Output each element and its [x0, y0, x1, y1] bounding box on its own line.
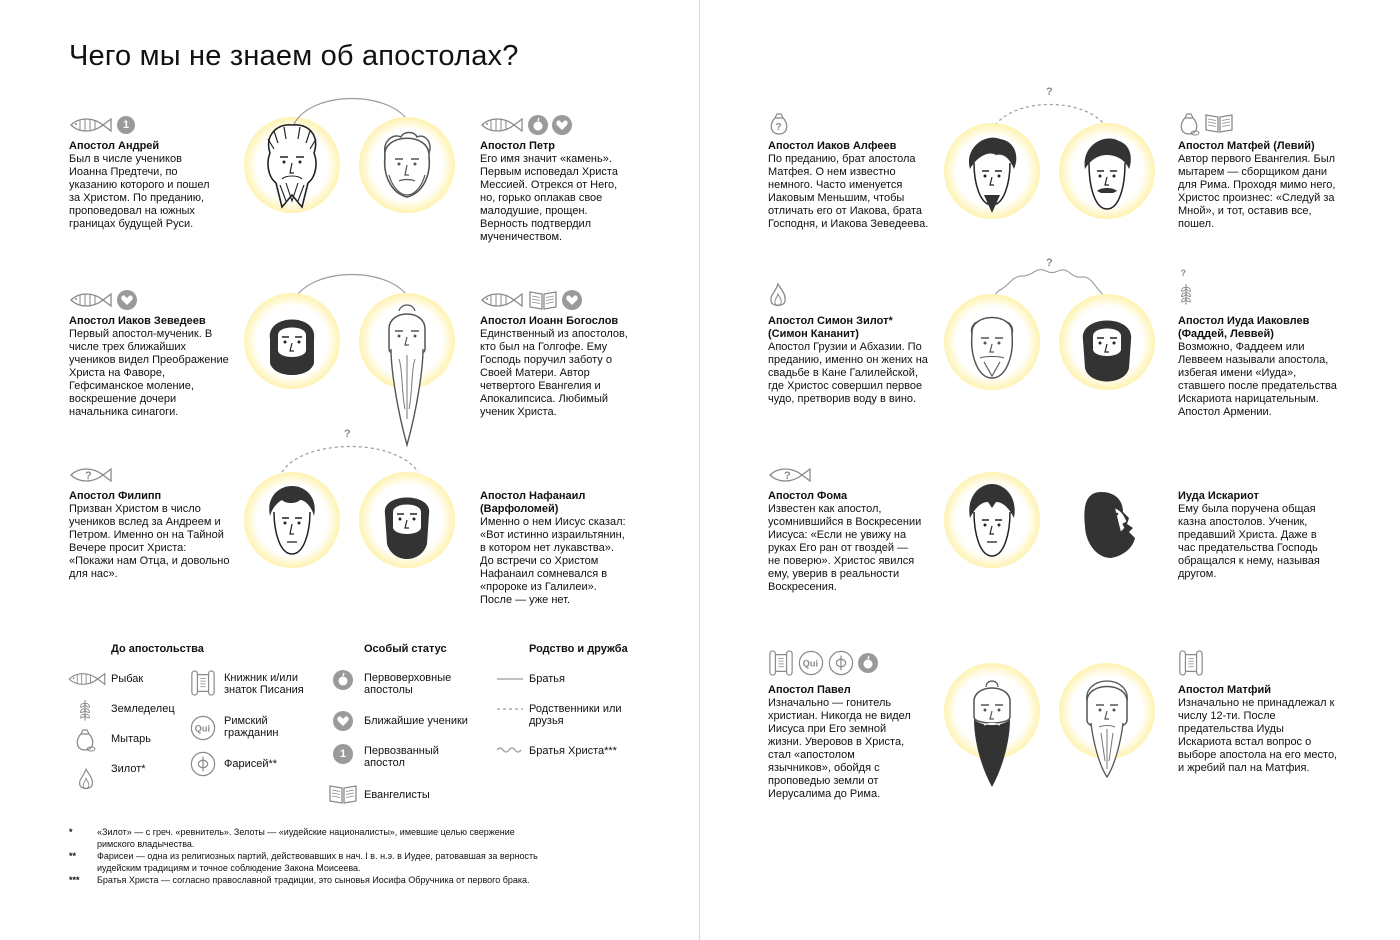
portrait-andrew — [244, 117, 340, 213]
evangelist-icon — [528, 289, 558, 311]
publican-unknown-icon — [768, 110, 790, 136]
apostle-description: Призван Христом в число учеников вслед за Андреем и Петром. Именно он на Тайной Вечере просит Христа: «Покажи нам Отца, и довольно для нас». — [69, 503, 230, 580]
apostle-name: Апостол Иаков Зеведеев — [69, 315, 206, 327]
first-called-icon: 1 — [333, 744, 353, 764]
roman-citizen-icon — [190, 715, 216, 741]
closest-disciple-icon — [562, 290, 582, 310]
apostle-nathanael — [480, 463, 630, 607]
footnote-mark: *** — [69, 875, 80, 885]
fisher-icon — [480, 291, 524, 309]
paul-face-icon — [956, 669, 1028, 789]
apostle-name: Апостол Иаков Алфеев — [768, 140, 897, 152]
supreme-apostle-icon — [528, 115, 548, 135]
apostle-description: Апостол Грузии и Абхазии. По преданию, именно он жених на свадьбе в Кане Галилейской, где Христос совершил первое чудо, претворив воду в вино. — [768, 341, 928, 405]
christ-brothers-line-icon — [497, 745, 523, 755]
fisher-unknown-icon — [69, 466, 113, 484]
apostle-name: Иуда Искариот — [1178, 490, 1259, 502]
farmer-icon — [77, 696, 93, 722]
apostle-name: Апостол Иуда Иаковлев (Фаддей, Леввей) — [1178, 315, 1310, 340]
matthew-face-icon — [1071, 129, 1143, 217]
legend-heading-status: Особый статус — [364, 643, 447, 655]
apostle-description: Автор первого Евангелия. Был мытарем — сборщиком дани для Рима. Проходя мимо него, Христос произнес: «Следуй за Мной», и тот, оставив все, пошел. — [1178, 153, 1336, 230]
footnote-text: Фарисеи — одна из религиозных партий, действовавших в нач. I в. н.э. в Иудее, ратовавшая за верность иудейским традициям и точное соблюдение Закона Моисеева. — [97, 851, 538, 873]
connector-question-mark: ? — [1046, 86, 1053, 98]
legend-zealot: Зилот* — [111, 763, 146, 775]
connector-question-mark: ? — [1046, 257, 1053, 269]
evangelist-icon — [1204, 112, 1234, 134]
apostle-description: Ему была поручена общая казна апостолов. Ученик, предавший Христа. Даже в час предательства Господь обращался к нему, называя другом. — [1178, 503, 1320, 580]
legend-brothers: Братья — [529, 673, 565, 685]
apostle-peter — [480, 113, 630, 244]
zealot-icon — [77, 766, 95, 794]
legend-pharisee: Фарисей** — [224, 758, 278, 770]
legend-roman: Римский гражданин — [224, 715, 279, 739]
farmer-icon — [1178, 280, 1194, 306]
apostle-matthias — [1178, 648, 1338, 775]
closest-disciple-icon — [333, 711, 353, 731]
fisher-icon — [480, 116, 524, 134]
apostle-philip — [69, 463, 234, 581]
closest-disciple-icon — [552, 115, 572, 135]
simon-face-icon — [956, 300, 1028, 388]
fisher-icon — [69, 291, 113, 309]
apostle-description: Изначально не принадлежал к числу 12-ти. После предательства Иуды Искариота встал вопрос о выборе апостола на его место, и жребий пал на Матфия. — [1178, 697, 1338, 774]
james-alphaeus-face-icon — [956, 129, 1028, 217]
portrait-john — [359, 293, 455, 389]
page-divider — [699, 0, 700, 940]
legend-supreme: Первоверховные апостолы — [364, 672, 452, 696]
legend-evangelists: Евангелисты — [364, 789, 430, 801]
supreme-apostle-icon — [333, 670, 353, 690]
portrait-simon — [944, 294, 1040, 390]
legend-first: Первозванный апостол — [364, 745, 439, 769]
apostle-name: Апостол Петр — [480, 140, 555, 152]
apostle-description: Единственный из апостолов, кто был на Голгофе. Ему Господь поручил заботу о Своей Матери. Автор четвертого Евангелия и Апокалипсиса. Любимый ученик Христа. — [480, 328, 628, 418]
apostle-name: Апостол Филипп — [69, 490, 162, 502]
portrait-judas — [1059, 472, 1155, 568]
judas-profile-icon — [1071, 478, 1143, 566]
legend-heading-kinship: Родство и дружба — [529, 643, 628, 655]
apostle-andrew — [69, 113, 219, 231]
legend-christ-brothers: Братья Христа*** — [529, 745, 617, 757]
footnote-mark: ** — [69, 851, 77, 861]
apostle-john — [480, 288, 640, 419]
portrait-peter — [359, 117, 455, 213]
fisher-unknown-icon — [768, 466, 812, 484]
first-called-icon: 1 — [117, 116, 135, 134]
legend-fisher: Рыбак — [111, 673, 144, 685]
footnotes — [69, 826, 539, 886]
apostle-name: Апостол Нафанаил (Варфоломей) — [480, 490, 586, 515]
apostle-description: Первый апостол-мученик. В числе трех ближайших учеников видел Преображение Христа на Фаворе, Гефсиманское моление, воскрешение дочери начальника синагоги. — [69, 328, 229, 418]
scribe-icon — [1178, 649, 1204, 677]
apostle-james-zebedee — [69, 288, 229, 419]
legend-scribe: Книжник и/или знаток Писания — [224, 672, 304, 696]
apostle-name: Апостол Симон Зилот* (Симон Кананит) — [768, 315, 893, 340]
brothers-line-icon — [497, 676, 523, 682]
apostle-description: Изначально — гонитель христиан. Никогда не видел Иисуса при Его земной жизни. Уверовов в Христа, стал «апостолом язычников», обойдя с проповедью земли от Иерусалима до Рима. — [768, 697, 911, 800]
apostle-description: Именно о нем Иисус сказал: «Вот истинно израильтянин, в котором нет лукавства». До встречи со Христом Нафанаил сомневался в «пророке из Галилеи». После — уже нет. — [480, 516, 626, 606]
zealot-icon — [768, 282, 788, 310]
question-icon — [1178, 266, 1190, 280]
fisher-icon — [67, 671, 107, 687]
legend-relatives: Родственники или друзья — [529, 703, 622, 727]
footnote — [69, 850, 539, 874]
apostle-james-alphaeus — [768, 109, 933, 231]
jude-face-icon — [1071, 300, 1143, 388]
apostle-matthew — [1178, 109, 1343, 231]
footnote — [69, 826, 539, 850]
portrait-nathanael — [359, 472, 455, 568]
andrew-face-icon — [256, 123, 328, 211]
apostle-name: Апостол Матфий — [1178, 684, 1271, 696]
portrait-thomas — [944, 472, 1040, 568]
closest-disciple-icon — [117, 290, 137, 310]
apostle-name: Апостол Андрей — [69, 140, 160, 152]
roman-citizen-icon — [798, 650, 824, 676]
apostle-simon — [768, 280, 933, 406]
portrait-james-zebedee — [244, 293, 340, 389]
apostle-name: Апостол Матфей (Левий) — [1178, 140, 1315, 152]
pharisee-icon — [190, 751, 216, 777]
legend-closest: Ближайшие ученики — [364, 715, 468, 727]
apostle-description: Был в числе учеников Иоанна Предтечи, по указанию которого и пошел за Христом. По преданию, проповедовал на южных границах будущей Руси. — [69, 153, 210, 230]
nathanael-face-icon — [371, 478, 443, 566]
legend-heading-before: До апостольства — [111, 643, 204, 655]
philip-face-icon — [256, 478, 328, 566]
apostle-name: Апостол Павел — [768, 684, 851, 696]
evangelist-icon — [328, 783, 358, 805]
apostle-name: Апостол Фома — [768, 490, 848, 502]
portrait-matthew — [1059, 123, 1155, 219]
john-face-icon — [371, 299, 443, 449]
thomas-face-icon — [956, 478, 1028, 566]
footnote-text: «Зилот» — с греч. «ревнитель». Зелоты — «иудейские националисты», имевшие целью свержение римского владычества. — [97, 827, 515, 849]
relatives-line-icon — [497, 706, 523, 712]
apostle-judas — [1178, 463, 1333, 581]
page-title: Чего мы не знаем об апостолах? — [69, 40, 519, 72]
footnote-text: Братья Христа — согласно православной традиции, это сыновья Иосифа Обручника от первого брака. — [97, 875, 530, 885]
supreme-apostle-icon — [858, 653, 878, 673]
legend-farmer: Земледелец — [111, 703, 175, 715]
portrait-jude — [1059, 294, 1155, 390]
james-zebedee-face-icon — [256, 299, 328, 387]
apostle-description: Возможно, Фаддеем или Леввеем называли апостола, избегая имени «Иуда», ставшего после предательства Искариота нарицательным. Апостол Армении. — [1178, 341, 1337, 418]
footnote — [69, 874, 539, 886]
legend-publican: Мытарь — [111, 733, 151, 745]
apostle-description: Известен как апостол, усомнившийся в Воскресении Иисуса: «Если не увижу на руках Его ран от гвоздей — не поверю». Христос явился ему, уверив в реальности Воскресения. — [768, 503, 922, 593]
portrait-james-alphaeus — [944, 123, 1040, 219]
portrait-paul — [944, 663, 1040, 759]
portrait-matthias — [1059, 663, 1155, 759]
apostle-description: По преданию, брат апостола Матфея. О нем известно немного. Часто именуется Иаковым Меньшим, чтобы отличать его от Иакова, брата Господня, и Иакова Зеведеева. — [768, 153, 929, 230]
matthias-face-icon — [1071, 669, 1143, 779]
pharisee-icon — [828, 650, 854, 676]
connector-question-mark: ? — [344, 428, 351, 440]
apostle-name: Апостол Иоанн Богослов — [480, 315, 619, 327]
scribe-icon — [190, 669, 216, 697]
apostle-description: Его имя значит «камень». Первым исповедал Христа Мессией. Отрекся от Него, но, горько оплакав свое малодушие, прощен. Верность подтвердил мученичеством. — [480, 153, 618, 243]
portrait-philip — [244, 472, 340, 568]
scribe-icon — [768, 649, 794, 677]
apostle-thomas — [768, 463, 923, 594]
peter-face-icon — [371, 123, 443, 211]
footnote-mark: * — [69, 827, 73, 837]
publican-icon — [1178, 110, 1200, 136]
apostle-jude — [1178, 266, 1343, 419]
apostle-paul — [768, 648, 918, 801]
fisher-icon — [69, 116, 113, 134]
publican-icon — [74, 726, 96, 752]
